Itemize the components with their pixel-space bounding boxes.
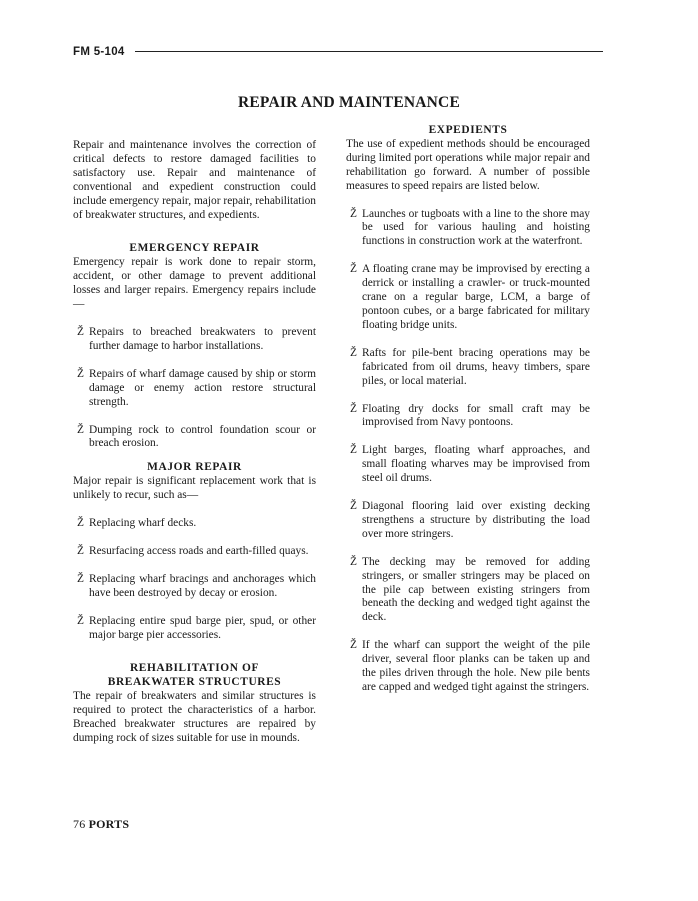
list-item-text: Replacing wharf decks. bbox=[89, 517, 197, 530]
bullet-mark: Ž bbox=[77, 517, 84, 530]
page-number: 76 bbox=[73, 817, 86, 831]
list-item-text: Repairs to breached breakwaters to prevent further damage to harbor installations. bbox=[89, 325, 316, 352]
rehabilitation-paragraph: The repair of breakwaters and similar structures is required to protect the characteristics of a harbor. Breached breakwater structures are repaired by dumping rock of sizes suitable for use in mounds. bbox=[73, 690, 316, 744]
list-item bbox=[346, 444, 590, 486]
list-item-text: Dumping rock to control foundation scour or breach erosion. bbox=[89, 423, 316, 450]
bullet-mark: Ž bbox=[350, 639, 357, 652]
list-item-text: Diagonal flooring laid over existing decking strengthens a structure by distributing the load over more stringers. bbox=[362, 500, 590, 540]
bullet-mark: Ž bbox=[77, 367, 84, 380]
page-title: REPAIR AND MAINTENANCE bbox=[238, 94, 460, 111]
list-item bbox=[346, 347, 590, 389]
major-repair-heading: MAJOR REPAIR bbox=[147, 461, 242, 474]
left-column bbox=[73, 139, 316, 746]
manual-code: FM 5-104 bbox=[73, 46, 125, 58]
emergency-repair-heading: EMERGENCY REPAIR bbox=[129, 242, 260, 255]
list-item-text: If the wharf can support the weight of the pile driver, several floor planks can be taken up and the piles driven through the hole. New pile bents are capped and wedged tight against the stringers. bbox=[362, 639, 590, 693]
expedients-heading: EXPEDIENTS bbox=[428, 124, 508, 136]
list-item bbox=[346, 500, 590, 542]
list-item-text: Resurfacing access roads and earth-filled quays. bbox=[89, 544, 309, 557]
list-item-text: Rafts for pile-bent bracing operations may be fabricated from oil drums, heavy timbers, spare piles, or local material. bbox=[362, 346, 590, 387]
major-repair-paragraph: Major repair is significant replacement work that is unlikely to recur, such as— bbox=[73, 475, 316, 502]
bullet-mark: Ž bbox=[350, 402, 357, 415]
rehabilitation-heading-line1: REHABILITATION OF bbox=[129, 662, 260, 675]
list-item bbox=[73, 615, 316, 643]
intro-paragraph: Repair and maintenance involves the correction of critical defects to restore damaged facilities to satisfactory use. Repair and maintenance of conventional and expedient construction could include emergency repair, major repair, rehabilitation of breakwater structures, and expedients. bbox=[73, 139, 316, 221]
expedients-paragraph: The use of expedient methods should be encouraged during limited port operations while major repair and rehabilitation go forward. A number of possible measures to speed repairs are listed below. bbox=[346, 137, 590, 192]
footer-section: PORTS bbox=[88, 817, 130, 831]
bullet-mark: Ž bbox=[350, 263, 357, 276]
list-item-text: Light barges, floating wharf approaches, and small floating wharves may be improvised from steel oil drums. bbox=[362, 444, 590, 485]
list-item bbox=[73, 424, 316, 452]
list-item bbox=[73, 545, 316, 559]
bullet-mark: Ž bbox=[77, 614, 84, 627]
list-item bbox=[73, 517, 316, 531]
rehabilitation-heading bbox=[73, 662, 316, 690]
list-item-text: Floating dry docks for small craft may be improvised from Navy pontoons. bbox=[362, 402, 590, 429]
list-item bbox=[73, 326, 316, 354]
list-item bbox=[73, 573, 316, 601]
list-item bbox=[346, 208, 590, 250]
rehabilitation-heading-line2: BREAKWATER STRUCTURES bbox=[107, 676, 282, 689]
list-item-text: A floating crane may be improvised by erecting a derrick or installing a crawler- or truck-mounted crane on a regular barge, LCM, a barge of pontoon cubes, or a barge fabricated for military floating bridge units. bbox=[362, 263, 590, 331]
bullet-mark: Ž bbox=[350, 555, 357, 568]
bullet-mark: Ž bbox=[77, 423, 84, 436]
bullet-mark: Ž bbox=[77, 544, 84, 557]
list-item bbox=[346, 263, 590, 333]
running-header bbox=[73, 44, 603, 60]
list-item-text: Replacing entire spud barge pier, spud, or other major barge pier accessories. bbox=[89, 614, 316, 641]
list-item-text: The decking may be removed for adding stringers, or smaller stringers may be placed on the pile cap between existing stringers from beneath the decking and wedged tight against the deck. bbox=[362, 555, 590, 624]
list-item-text: Repairs of wharf damage caused by ship or storm damage or enemy action restore structural strength. bbox=[89, 367, 316, 408]
list-item bbox=[346, 556, 590, 626]
list-item bbox=[73, 368, 316, 410]
bullet-mark: Ž bbox=[77, 572, 84, 585]
bullet-mark: Ž bbox=[350, 346, 357, 359]
emergency-repair-paragraph: Emergency repair is work done to repair storm, accident, or other damage to prevent additional losses and larger repairs. Emergency repairs include— bbox=[73, 256, 316, 311]
page-footer bbox=[73, 817, 129, 832]
list-item-text: Launches or tugboats with a line to the shore may be used for various hauling and hoisting functions in construction work at the waterfront. bbox=[362, 207, 590, 248]
right-column bbox=[346, 124, 590, 695]
bullet-mark: Ž bbox=[77, 325, 84, 338]
bullet-mark: Ž bbox=[350, 444, 357, 457]
bullet-mark: Ž bbox=[350, 500, 357, 513]
list-item-text: Replacing wharf bracings and anchorages which have been destroyed by decay or erosion. bbox=[89, 572, 316, 599]
header-rule bbox=[135, 51, 603, 52]
list-item bbox=[346, 639, 590, 695]
bullet-mark: Ž bbox=[350, 207, 357, 220]
list-item bbox=[346, 403, 590, 431]
